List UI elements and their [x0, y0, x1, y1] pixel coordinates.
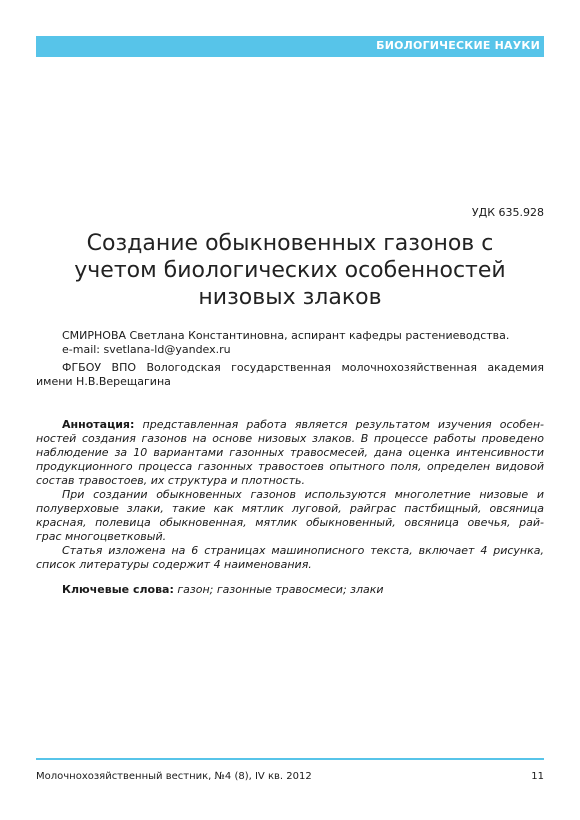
abstract-line: список литературы содержит 4 наименования. — [36, 558, 312, 571]
org-line: имени Н.В.Верещагина — [36, 375, 171, 388]
abstract-line: грас многоцветковый. — [36, 530, 167, 543]
page-number: 11 — [531, 771, 544, 782]
keywords-label: Ключевые слова: — [62, 583, 174, 596]
abstract-line — [36, 418, 544, 432]
udk-code: УДК 635.928 — [471, 206, 544, 219]
footer-divider — [36, 758, 544, 760]
title-line: низовых злаков — [198, 285, 382, 310]
abstract-line: продукционного процесса газонных травостоев опытного поля, определен видовой — [36, 460, 544, 473]
author-block — [62, 329, 544, 357]
abstract-line: красная, полевица обыкновенная, мятлик обыкновенный, овсяница овечья, рай- — [36, 516, 544, 529]
title-line: Создание обыкновенных газонов с — [86, 231, 494, 256]
journal-citation: Молочнохозяйственный вестник, №4 (8), IV кв. 2012 — [36, 771, 312, 782]
abstract-line: наблюдение за 10 вариантами газонных травосмесей, дана оценка интенсивности — [36, 446, 544, 459]
keywords-text: газон; газонные травосмеси; злаки — [173, 583, 384, 596]
author-email: e-mail: svetlana-ld@yandex.ru — [62, 343, 231, 356]
abstract-line: полуверховые злаки, такие как мятлик луговой, райграс пастбищный, овсяница — [36, 502, 544, 515]
abstract-line: состав травостоев, их структура и плотность. — [36, 474, 305, 487]
keywords — [62, 583, 384, 597]
author-name-line: СМИРНОВА Светлана Константиновна, аспирант кафедры растениеводства. — [62, 329, 510, 342]
abstract-line: ностей создания газонов на основе низовых злаков. В процессе работы проведено — [36, 432, 544, 445]
title-line: учетом биологических особенностей — [74, 258, 506, 283]
section-title: БИОЛОГИЧЕСКИЕ НАУКИ — [376, 39, 540, 52]
section-header-bar — [36, 36, 544, 57]
abstract-line: Статья изложена на 6 страницах машинописного текста, включает 4 рисунка, — [62, 544, 544, 557]
abstract — [36, 418, 544, 572]
abstract-text: представленная работа является результатом изучения особен- — [134, 418, 544, 431]
abstract-label: Аннотация: — [62, 418, 135, 431]
org-line: ФГБОУ ВПО Вологодская государственная молочнохозяйственная академия — [62, 361, 544, 374]
organization — [36, 361, 544, 389]
abstract-line: При создании обыкновенных газонов используются многолетние низовые и — [62, 488, 544, 501]
article-title — [36, 230, 544, 311]
